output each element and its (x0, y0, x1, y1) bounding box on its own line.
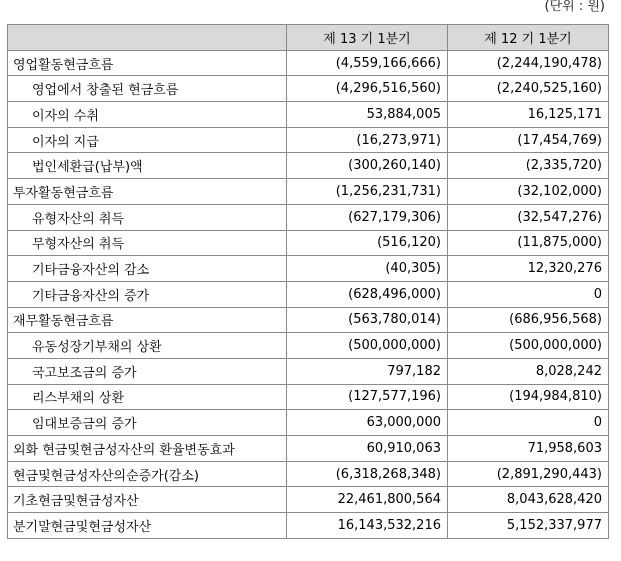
row-label: 국고보조금의 증가 (8, 358, 287, 384)
row-label: 리스부채의 상환 (8, 384, 287, 410)
current-period-value: 797,182 (287, 358, 448, 384)
prior-period-value: (2,240,525,160) (448, 76, 609, 102)
current-period-value: 22,461,800,564 (287, 487, 448, 513)
prior-period-value: (17,454,769) (448, 127, 609, 153)
current-period-value: 53,884,005 (287, 102, 448, 128)
row-label: 영업에서 창출된 현금흐름 (8, 76, 287, 102)
table-body (8, 50, 609, 538)
current-period-value: (40,305) (287, 256, 448, 282)
row-label: 투자활동현금흐름 (8, 179, 287, 205)
row-label: 기타금융자산의 증가 (8, 281, 287, 307)
row-label: 현금및현금성자산의순증가(감소) (8, 461, 287, 487)
table-row (8, 307, 609, 333)
header-current-period: 제 13 기 1분기 (287, 25, 448, 51)
prior-period-value: (686,956,568) (448, 307, 609, 333)
prior-period-value: (194,984,810) (448, 384, 609, 410)
unit-note: (단위 : 원) (544, 0, 605, 14)
current-period-value: (563,780,014) (287, 307, 448, 333)
current-period-value: (300,260,140) (287, 153, 448, 179)
table-row (8, 127, 609, 153)
table-header-row (8, 25, 609, 51)
prior-period-value: (2,335,720) (448, 153, 609, 179)
row-label: 무형자산의 취득 (8, 230, 287, 256)
table-row (8, 333, 609, 359)
table-row (8, 410, 609, 436)
prior-period-value: (500,000,000) (448, 333, 609, 359)
current-period-value: (500,000,000) (287, 333, 448, 359)
current-period-value: (127,577,196) (287, 384, 448, 410)
table-row (8, 50, 609, 76)
header-prior-period: 제 12 기 1분기 (448, 25, 609, 51)
row-label: 외화 현금및현금성자산의 환율변동효과 (8, 436, 287, 462)
table-row (8, 281, 609, 307)
row-label: 영업활동현금흐름 (8, 50, 287, 76)
prior-period-value: (2,891,290,443) (448, 461, 609, 487)
current-period-value: (516,120) (287, 230, 448, 256)
current-period-value: (4,559,166,666) (287, 50, 448, 76)
prior-period-value: 12,320,276 (448, 256, 609, 282)
table-row (8, 76, 609, 102)
row-label: 유동성장기부채의 상환 (8, 333, 287, 359)
table-row (8, 436, 609, 462)
table-row (8, 358, 609, 384)
current-period-value: 16,143,532,216 (287, 513, 448, 539)
row-label: 분기말현금및현금성자산 (8, 513, 287, 539)
row-label: 법인세환급(납부)액 (8, 153, 287, 179)
row-label: 이자의 지급 (8, 127, 287, 153)
table-row (8, 513, 609, 539)
current-period-value: (1,256,231,731) (287, 179, 448, 205)
table-row (8, 461, 609, 487)
table-row (8, 153, 609, 179)
prior-period-value: 8,043,628,420 (448, 487, 609, 513)
prior-period-value: (32,547,276) (448, 204, 609, 230)
table-row (8, 256, 609, 282)
current-period-value: 63,000,000 (287, 410, 448, 436)
table-row (8, 487, 609, 513)
prior-period-value: 0 (448, 410, 609, 436)
current-period-value: (6,318,268,348) (287, 461, 448, 487)
table-row (8, 179, 609, 205)
prior-period-value: 71,958,603 (448, 436, 609, 462)
current-period-value: (628,496,000) (287, 281, 448, 307)
prior-period-value: 8,028,242 (448, 358, 609, 384)
prior-period-value: 16,125,171 (448, 102, 609, 128)
table-row (8, 230, 609, 256)
current-period-value: 60,910,063 (287, 436, 448, 462)
table-row (8, 204, 609, 230)
prior-period-value: (2,244,190,478) (448, 50, 609, 76)
row-label: 기타금융자산의 감소 (8, 256, 287, 282)
table-row (8, 102, 609, 128)
prior-period-value: 0 (448, 281, 609, 307)
prior-period-value: (11,875,000) (448, 230, 609, 256)
table-row (8, 384, 609, 410)
row-label: 임대보증금의 증가 (8, 410, 287, 436)
row-label: 유형자산의 취득 (8, 204, 287, 230)
row-label: 재무활동현금흐름 (8, 307, 287, 333)
cash-flow-table (7, 24, 609, 539)
current-period-value: (4,296,516,560) (287, 76, 448, 102)
prior-period-value: (32,102,000) (448, 179, 609, 205)
row-label: 이자의 수취 (8, 102, 287, 128)
current-period-value: (16,273,971) (287, 127, 448, 153)
prior-period-value: 5,152,337,977 (448, 513, 609, 539)
header-label-column (8, 25, 287, 51)
current-period-value: (627,179,306) (287, 204, 448, 230)
row-label: 기초현금및현금성자산 (8, 487, 287, 513)
